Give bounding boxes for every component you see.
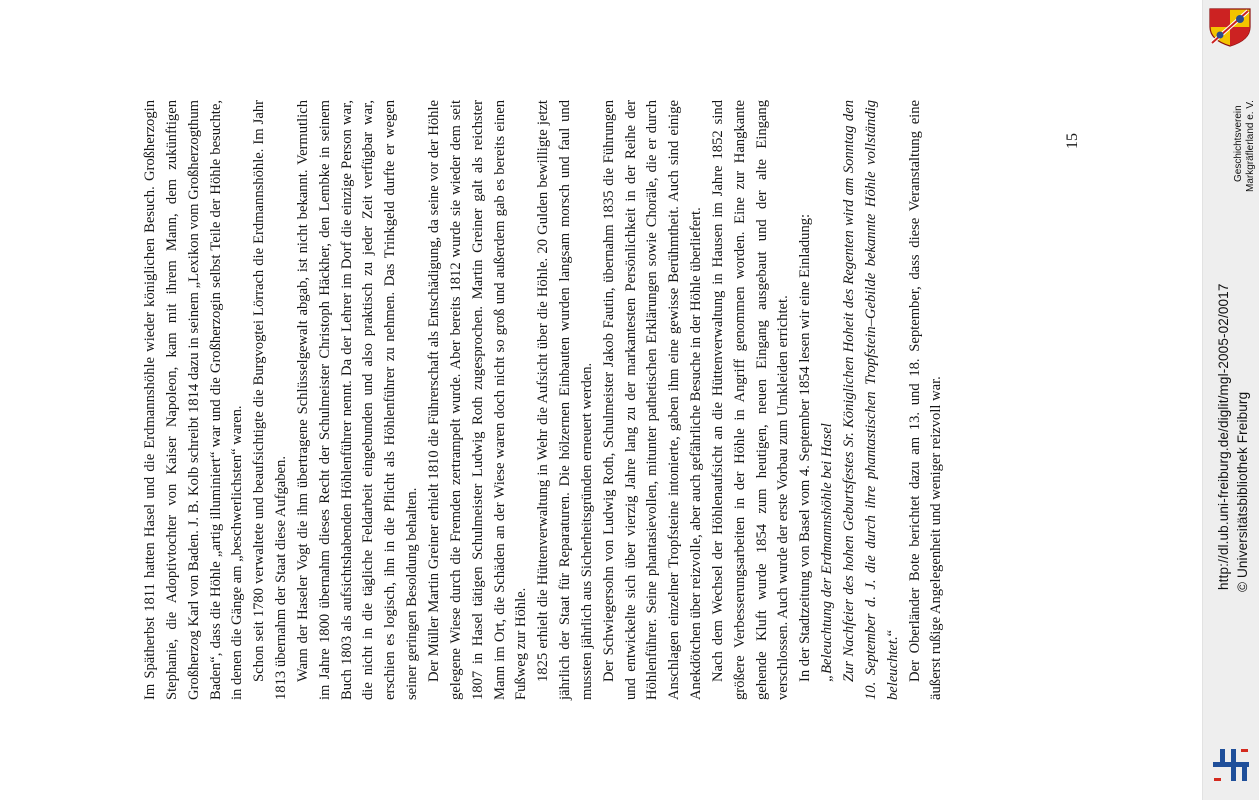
paragraph	[424, 100, 533, 700]
paragraph-text: Der Schwiegersohn von Ludwig Roth, Schulmeister Jakob Fautin, übernahm 1835 die Führungen und entwickelte sich über vierzig Jahre lang zu der markantesten Persönlichkeit in der Reihe der Höhlenführer. Seine phantasievollen, mitunter pathetischen Erklärungen sowie Choräle, die er durch Anschlagen einzelner Tropfsteine intonierte, gaben ihm eine gewisse Berühmtheit. Auch sind einige Anekdötchen über reizvolle, aber auch gefährliche Besuche in der Höhle überliefert.	[600, 100, 705, 700]
paragraph-text: Nach dem Wechsel der Höhlenaufsicht an die Hüttenverwaltung in Hausen im Jahre 1852 sind größere Verbesserungsarbeiten in der Höhle in Angriff genommen worden. Eine zur Hangkante gehende Kluft wurde 1854 zum heutigen, neuen Eingang ausgebaut und der alte Eingang verschlossen. Auch wurde der erste Vorbau zum Umkleiden errichtet.	[709, 100, 792, 700]
paragraph-text: „Beleuchtung der Erdmannshöhle bei Hasel	[819, 423, 836, 682]
paragraph	[905, 100, 949, 700]
page-text-block	[140, 100, 1060, 700]
society-name-line-2: Markgräflerland e. V.	[1245, 100, 1256, 192]
paragraph	[140, 100, 249, 700]
paragraph	[533, 100, 599, 700]
paragraph-text: In der Stadtzeitung von Basel vom 4. September 1854 lesen wir eine Einladung:	[797, 213, 814, 682]
ub-freiburg-logo-icon	[1209, 745, 1253, 785]
paragraph	[249, 100, 293, 700]
page-text-body	[140, 100, 948, 700]
copyright-notice: © Universitätsbibliothek Freiburg	[1235, 391, 1250, 592]
paragraph	[795, 100, 817, 700]
paragraph-text: Zur Nachfeier des hohen Geburtsfestes Sr. Königlichen Hoheit des Regenten wird am Sonntag den 10. September d. J. die durch ihre phantastischen Tropfstein–Gebilde bekannte Höhle vollständig beleuchtet.	[841, 100, 901, 700]
paragraph-text: Der Oberländer Bote berichtet dazu am 13. und 18. September, dass diese Veranstaltung eine äußerst rußige Angelegenheit und weniger reizvoll war.	[906, 100, 945, 700]
page-number: 15	[1064, 133, 1081, 149]
paragraph	[839, 100, 905, 700]
paragraph-text: Wann der Haseler Vogt die ihm übertragene Schlüsselgewalt abgab, ist nicht bekannt. Vermutlich im Jahre 1800 übernahm dieses Recht der Schulmeister Christoph Häckher, den Lembke in seinem Buch 1803 als aufsichtshabenden Höhlenführer nennt. Da der Lehrer im Dorf die einzige Person war, die nicht in die tägliche Feldarbeit eingebunden und also praktisch zu jeder Zeit verfügbar war, erschien es logisch, ihn in die Pflicht als Höhlenführer zu nehmen. Das Trinkgeld durfte er wegen seiner geringen Besoldung behalten.	[294, 100, 421, 700]
paragraph-text: 1825 erhielt die Hüttenverwaltung in Wehr die Aufsicht über die Höhle. 20 Gulden bewilligte jetzt jährlich der Staat für Reparaturen. Die hölzernen Einbauten wurden langsam morsch und faul und mussten jährlich aus Sicherheitsgründen erneuert werden.	[535, 100, 595, 700]
paragraph	[293, 100, 424, 700]
paragraph-text: Im Spätherbst 1811 hatten Hasel und die Erdmannshöhle wieder königlichen Besuch. Großherzogin Stephanie, die Adoptivtochter von Kaiser Napoleon, kam mit ihrem Mann, dem zukünftigen Großherzog Karl von Baden. J. B. Kolb schreibt 1814 dazu in seinem „Lexikon vom Großherzogthum Baden“, dass die Höhle „artig illuminiert“ war und die Großherzogin selbst Teile der Höhle besuchte, in denen die Gänge am „beschwerlichsten“ waren.	[142, 100, 246, 700]
paragraph	[817, 100, 839, 700]
paragraph-text: “	[884, 629, 901, 637]
coat-of-arms-icon	[1207, 7, 1253, 47]
paragraph	[599, 100, 708, 700]
paragraph	[708, 100, 795, 700]
society-name-line-1: Geschichtsverein	[1233, 105, 1244, 182]
paragraph-text: Schon seit 1780 verwaltete und beaufsichtigte die Burgvogtei Lörrach die Erdmannshöhle. Im Jahr 1813 übernahm der Staat diese Aufgaben.	[251, 100, 290, 700]
document-url-link[interactable]: http://dl.ub.uni-freiburg.de/diglit/mgl-2005-02/0017	[1216, 283, 1231, 590]
paragraph-text: Der Müller Martin Greiner erhielt 1810 die Führerschaft als Entschädigung, da seine vor der Höhle gelegene Wiese durch die Fremden zertrampelt wurde. Aber bereits 1812 wurde sie wieder dem seit 1807 in Hasel tätigen Schulmeister Ludwig Roth zugesprochen. Martin Greiner galt als reichster Mann im Ort, die Schäden an der Wiese waren doch nicht so groß und außerdem gab es bereits einen Fußweg zur Höhle.	[425, 100, 530, 700]
